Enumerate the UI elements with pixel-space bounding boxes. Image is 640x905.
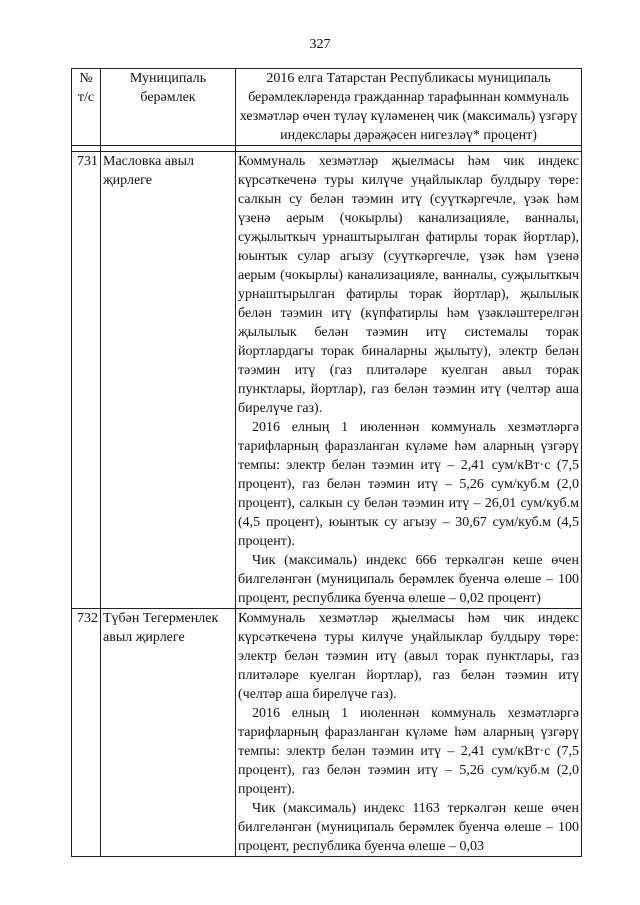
row-number: 732 [72, 609, 101, 857]
table-row [72, 152, 582, 609]
header-number [72, 69, 101, 146]
table-row [72, 609, 582, 857]
description-paragraph: Чик (максималь) индекс 666 теркәлгән кеше өчен билгеләнгән (муниципаль берәмлек буенча өлеше – 100 процент, республика буенча өлеше – 0,02 процент) [238, 553, 579, 606]
index-table [71, 68, 582, 857]
description-paragraph: 2016 елның 1 июленнән коммуналь хезмәтләргә тарифларның фаразланган күләме һәм аларның үзгәрү темпы: электр белән тәэмин итү – 2,41 сум/кВт·с (7,5 процент), газ белән тәэмин итү – 5,26 сум/куб.м (2,0 процент), салкын су белән тәэмин итү – 26,01 сум/куб.м (4,5 процент), юынтык су агызу – 30,67 сум/куб.м (4,5 процент). [238, 420, 579, 549]
row-municipality: Түбән Тегерменлек авыл җирлеге [101, 609, 236, 857]
description-paragraph: 2016 елның 1 июленнән коммуналь хезмәтләргә тарифларның фаразланган күләме һәм аларның үзгәрү темпы: электр белән тәэмин итү – 2,41 сум/кВт·с (7,5 процент), газ белән тәэмин итү – 5,26 сум/куб.м (2,0 процент). [238, 706, 579, 797]
row-municipality: Масловка авыл җирлеге [101, 152, 236, 609]
description-paragraph: Коммуналь хезмәтләр җыелмасы һәм чик индекс күрсәткеченә туры килүче уңайлыклар булдыру төре: салкын су белән тәэмин итү (суүткәргечле, үзәк һәм үзенә аерым (чокырлы) канализацияле, ванналы, суҗылыткыч урнаштырылган фатирлы торак йортлар), юынтык сулар агызу (суүткәргечле, үзәк һәм үзенә аерым (чокырлы) канализацияле, ванналы, суҗылыткыч урнаштырылган фатирлы торак йортлар), җылылык белән тәэмин итү (күпфатирлы һәм үзәкләштерелгән җылылык белән тәэмин итү системалы торак йортлардагы торак биналарны җылыту), электр белән тәэмин итү (газ плитәләре куелган авыл торак пунктлары, йортлар), газ белән тәэмин итү (челтәр аша бирелүче газ). [238, 154, 579, 416]
description-paragraph: Чик (максималь) индекс 1163 теркәлгән кеше өчен билгеләнгән (муниципаль берәмлек буенча өлеше – 100 процент, республика буенча өлеше – 0,03 [238, 801, 579, 854]
table-header-row [72, 69, 582, 146]
header-municipality [101, 69, 236, 146]
header-municipality-text: Муниципаль берәмлек [129, 71, 207, 105]
row-number: 731 [72, 152, 101, 609]
row-description [236, 609, 582, 857]
row-description [236, 152, 582, 609]
page-number: 327 [309, 37, 331, 52]
header-description: 2016 елга Татарстан Республикасы муниципаль берәмлекләрендә гражданнар тарафыннан коммуналь хезмәтләр өчен түләү күләменең чик (максималь) үзгәрү индекслары дәрәҗәсен нигезләү* процент) [236, 69, 582, 146]
description-paragraph: Коммуналь хезмәтләр җыелмасы һәм чик индекс күрсәткеченә туры килүче уңайлыклар булдыру төре: электр белән тәэмин итү (авыл торак пунктлары, газ плитәләре куелган йортлар), газ белән тәэмин итү (челтәр аша бирелүче газ). [238, 611, 579, 702]
header-number-text: № т/с [77, 71, 95, 105]
